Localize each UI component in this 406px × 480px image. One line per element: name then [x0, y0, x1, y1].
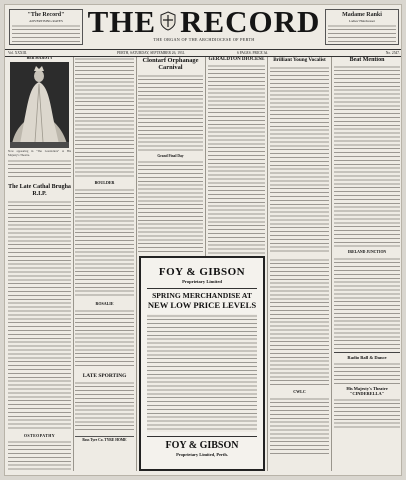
boulder-text	[75, 188, 134, 298]
sporting-heading: LATE SPORTING	[82, 373, 127, 379]
ear-left-box	[9, 9, 83, 45]
osteopathy-heading: OSTEOPATHY	[23, 432, 56, 438]
column-rule	[73, 57, 74, 471]
advert-divider	[147, 436, 257, 437]
cwlc-text	[270, 397, 329, 457]
issue-number: No. 2547.	[385, 51, 400, 55]
tyre-advert: Boss Tyre Co. TYRE HOME	[75, 436, 134, 442]
ear-right-body: Ladies' Hairdresser	[348, 19, 376, 23]
title-block	[87, 4, 321, 42]
title-word-record: RECORD	[180, 4, 321, 39]
theatre-text	[334, 398, 400, 428]
ear-left-heading: "The Record"	[27, 12, 65, 18]
advert-body-text	[147, 314, 257, 432]
column-5-lower-text	[270, 258, 329, 386]
carnival-text	[138, 74, 203, 152]
photo-caption: HER MAJESTY	[26, 57, 53, 60]
column-rule	[136, 57, 137, 471]
portrait-figure-image	[10, 62, 69, 148]
advert-brand-footer: FOY & GIBSON	[165, 440, 239, 452]
masthead-tagline: THE ORGAN OF THE ARCHDIOCESE OF PERTH	[153, 37, 255, 42]
theatre-heading: His Majesty's Theatre	[346, 386, 388, 391]
radio-ball-text	[334, 362, 400, 384]
advert-headline-2: NEW LOW PRICE LEVELS	[147, 299, 257, 310]
ireland-junction-heading: IRELAND JUNCTION	[347, 250, 387, 254]
column-1	[8, 57, 71, 471]
dateline-bar	[5, 49, 402, 57]
beat-mention-heading: Beat Mention	[349, 57, 385, 63]
photo-note-text	[8, 159, 71, 179]
geraldton-heading: GERALDTON DIOCESE	[208, 57, 265, 62]
title-word-the: THE	[87, 4, 157, 39]
rosalie-heading: ROSALIE	[95, 301, 114, 306]
portrait-photo	[10, 62, 69, 148]
osteopathy-text	[8, 440, 71, 471]
advert-company: Proprietary Limited	[182, 279, 222, 284]
ear-right-heading: Madame Ranki	[342, 12, 382, 18]
column-2-text-top	[75, 57, 134, 177]
newspaper-page	[4, 4, 402, 476]
column-5-lower	[270, 258, 329, 457]
vocalist-text	[270, 66, 329, 252]
vocalist-heading: Brilliant Young Vocalist	[273, 57, 326, 63]
sporting-text	[75, 381, 134, 433]
entertainment-adverts	[334, 352, 400, 428]
foy-gibson-advert	[139, 256, 265, 471]
orphanage-carnival-heading: Clontarf Orphanage Carnival	[142, 57, 199, 71]
ear-left-text	[12, 24, 80, 42]
crest-icon	[159, 11, 177, 31]
cwlc-heading: CWLC	[293, 389, 306, 394]
obituary-text	[8, 200, 71, 430]
masthead	[5, 5, 402, 49]
advert-brand: FOY & GIBSON	[158, 266, 246, 278]
column-2	[75, 57, 134, 471]
advert-headline-1: SPRING MERCHANDISE AT	[152, 291, 252, 300]
beat-mention-text	[334, 65, 400, 247]
geraldton-text	[208, 64, 265, 254]
ireland-junction-text	[334, 257, 400, 349]
obituary-title: The Late Cathal Brugha R.I.P.	[8, 184, 71, 197]
advert-company-footer: Proprietary Limited, Perth.	[176, 452, 228, 458]
column-rule	[331, 57, 332, 471]
issue-date: PERTH, SATURDAY, SEPTEMBER 26, 1931.	[117, 51, 186, 55]
price-label: 6 PAGES. PRICE 3d.	[237, 51, 269, 55]
ear-left-body: ADVERTISING RATES	[29, 19, 63, 23]
volume-label: Vol. XXXIII.	[8, 51, 27, 55]
rosalie-text	[75, 309, 134, 369]
carnival-subhead: Grand Final Day	[157, 154, 184, 158]
cinderella-title: "CINDERELLA"	[349, 391, 385, 396]
column-6	[334, 57, 400, 471]
carnival-text-continued	[138, 160, 203, 252]
ear-right-box	[325, 9, 399, 45]
newspaper-title	[87, 4, 321, 39]
advert-divider	[147, 288, 257, 289]
boulder-heading: BOULDER	[94, 180, 115, 185]
photo-note: Now appearing in "The Gondoliers" at His Majesty's Theatre.	[8, 148, 71, 157]
ear-right-text	[328, 24, 396, 42]
radio-ball-heading: Radio Ball & Dance	[347, 355, 387, 360]
